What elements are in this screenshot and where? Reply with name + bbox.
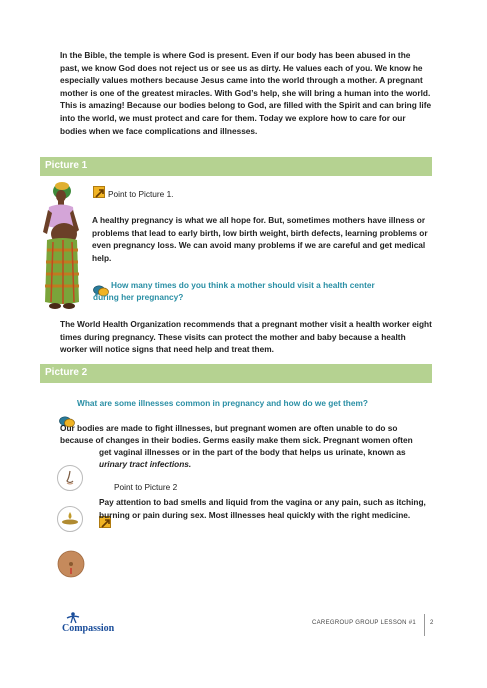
picture1-paragraph: A healthy pregnancy is what we all hope for. But, sometimes mothers have illness or problems that lead to early birth, low birth weight, birth defects, learning problems or even pregnancy loss. We can avoid many problems if we are careful and get medical help. — [92, 215, 428, 263]
picture2-pointer-text: Point to Picture 2 — [114, 482, 178, 492]
picture2-para-line2: because of changes in their bodies. Germs easily make them sick. Pregnant women often — [60, 435, 413, 445]
pregnant-woman-illustration — [35, 180, 87, 312]
footer-page-number: 2 — [430, 620, 434, 626]
picture1-answer: The World Health Organization recommends that a pregnant mother visit a health worker eight times during pregnancy. These visits can protect the mother and baby because a health worker will notice signs that need help and treat them. — [60, 319, 432, 355]
nose-icon — [57, 465, 83, 491]
picture2-para-italic: urinary tract infections. — [99, 459, 192, 469]
liquid-drop-icon — [57, 506, 83, 532]
intro-paragraph: In the Bible, the temple is where God is present. Even if our body has been abused in the past, we know God does not reject us or see us as dirty. He values each of you. We know he especially values mothers because Jesus came into the world through a mother. A pregnant mother is one of the greatest miracles. With God’s help, she will bring a human into the world. This is amazing! Because our bodies belong to God, are filled with the Spirit and can bring life into the world, we must protect and care for them. Today we explore how to care for our bodies when we face complications and illnesses. — [60, 50, 432, 136]
picture1-question-line2: during her pregnancy? — [93, 292, 184, 302]
picture2-heading: Picture 2 — [45, 367, 88, 378]
picture2-question: What are some illnesses common in pregnancy and how do we get them? — [77, 398, 368, 408]
picture2-paragraph2: Pay attention to bad smells and liquid from the vagina or any pain, such as itching, burning or pain during sex. Most illnesses heal quickly with the right medicine. — [99, 497, 426, 520]
compassion-logo-text: Compassion — [62, 623, 115, 634]
footer-lesson: CAREGROUP GROUP LESSON #1 — [312, 620, 416, 626]
picture1-question-line1: How many times do you think a mother should visit a health center — [111, 280, 375, 290]
picture2-para-line1: Our bodies are made to fight illnesses, but pregnant women are often unable to do so — [60, 423, 398, 433]
pointer-hand-icon — [93, 186, 105, 198]
belly-icon — [57, 550, 85, 578]
picture2-para-line3: get vaginal illnesses or in the part of the body that helps us urinate, known as — [99, 447, 406, 457]
picture1-pointer-text: Point to Picture 1. — [108, 189, 174, 199]
picture1-heading-band — [40, 157, 432, 176]
picture2-heading-band — [40, 364, 432, 383]
footer-divider — [424, 614, 425, 636]
picture1-heading: Picture 1 — [45, 160, 88, 171]
